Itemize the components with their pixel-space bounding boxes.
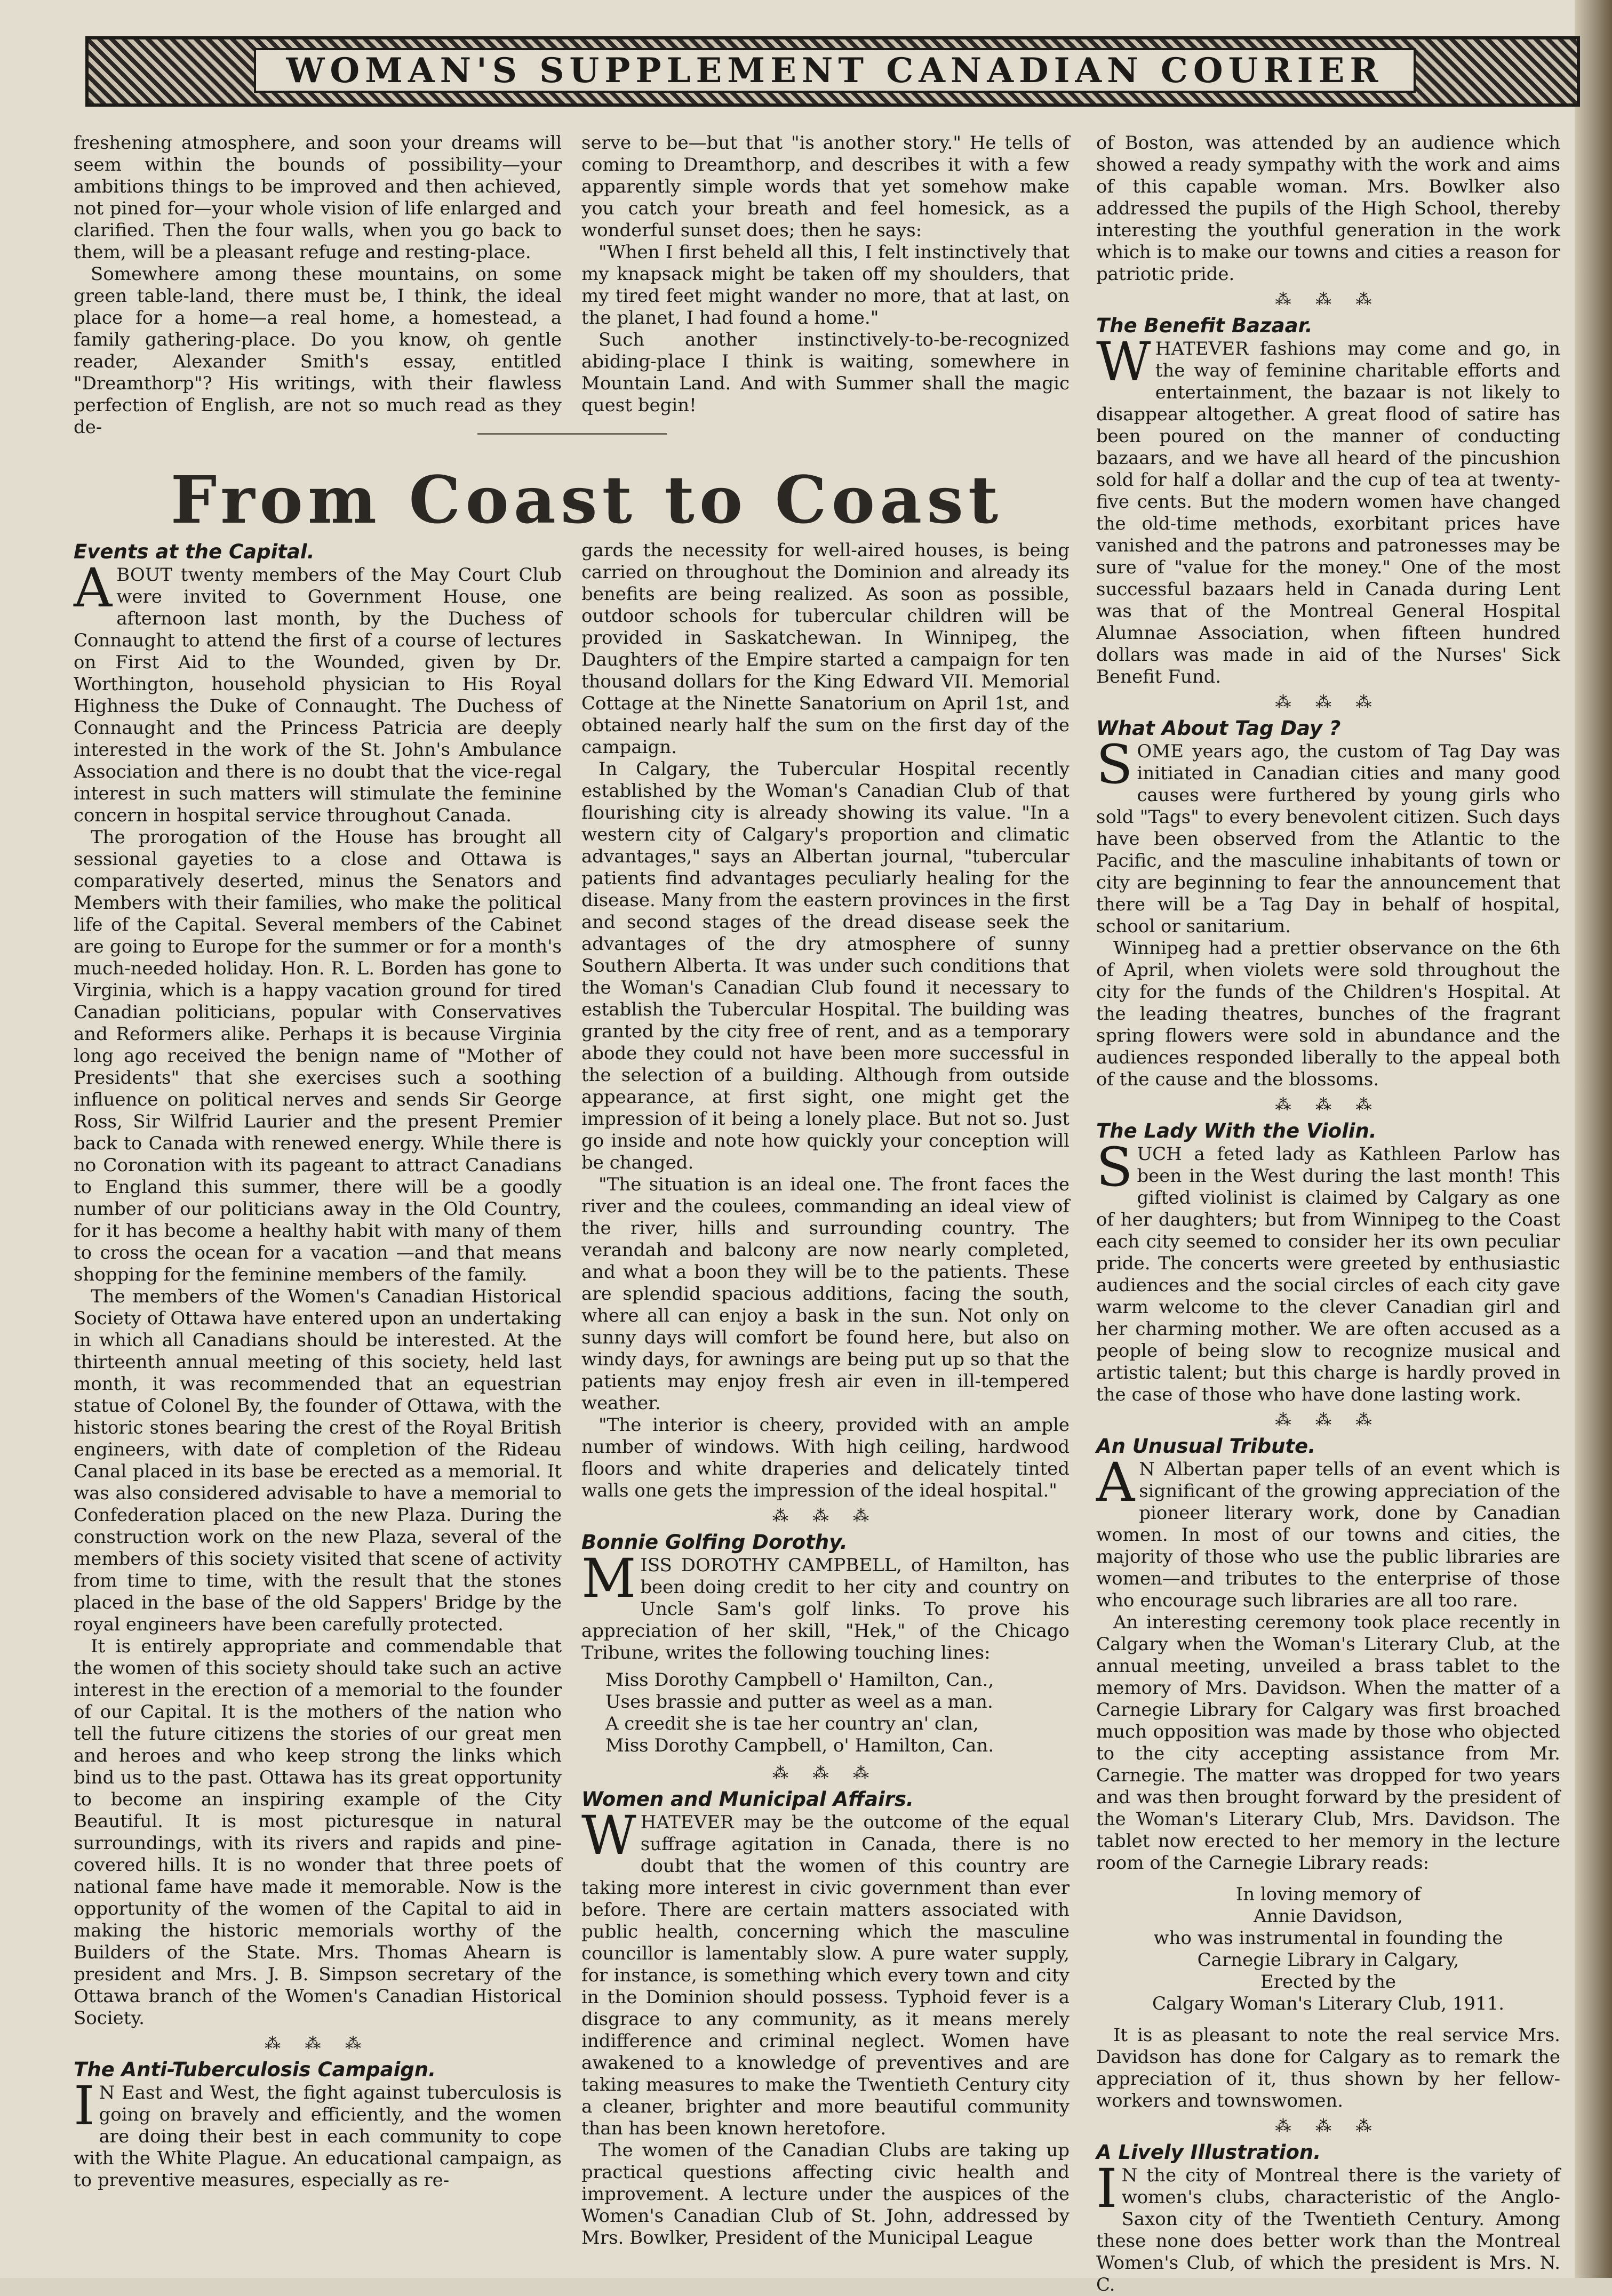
drop-cap: S [1096, 733, 1133, 796]
illustration-para-lead: I N the city of Montreal there is the variety of women's clubs, characteristic of the Anglo-Saxon city of the Twentieth Century. Among these none does better work than the Montreal Women's Club, of which the president is Mrs. N. C. [1096, 2157, 1560, 2295]
masthead-banner [85, 36, 1580, 107]
drop-cap: W [1096, 331, 1151, 393]
drop-cap: S [1096, 1136, 1133, 1198]
tuberculosis-para-lead: I N East and West, the fight against tuberculosis is going on bravely and efficiently, and the women are doing their best in each community to cope with the White Plague. An educational campaign, as to preventive measures, especially as re- [74, 2075, 562, 2191]
heading-municipal: Women and Municipal Affairs. [581, 1788, 914, 1811]
verse-line: Uses brassie and putter as weel as a man. [605, 1691, 993, 1713]
col3-top-para: of Boston, was attended by an audience which showed a ready sympathy with the work and aims of this capable woman. Mrs. Bowlker also addressed the pupils of the High School, thereby interesting the youthful generation in the work which is to make our towns and cities a reason for patriotic pride. [1096, 132, 1560, 285]
inscription-line: In loving memory of [1235, 1884, 1421, 1905]
capital-para: The prorogation of the House has brought all sessional gayeties to a close and Ottawa is comparatively deserted, minus the Senators and Members with their families, who make the political life of the Capital. Several members of the Cabinet are going to Europe for the summer or for a month's much-needed holiday. Hon. R. L. Borden has gone to Virginia, which is a happy vacation ground for tired Canadian politicians, popular with Conservatives and Reformers alike. Perhaps it is because Virginia long ago received the benign name of "Mother of Presidents" that she exercises such a soothing influence on political nerves and sends Sir George Ross, Sir Wilfrid Laurier and the present Premier back to Canada with renewed energy. While there is no Coronation with its pageant to attract Canadians to England this summer, there will be a goodly number of our politicians away in the Old Country, for it has become a healthy habit with many of them to cross the ocean for a vacation —and that means shopping for the feminine members of the family. [74, 827, 562, 1285]
heading-tagday: What About Tag Day ? [1096, 717, 1341, 740]
tuberculosis-para: "The interior is cheery, provided with an ample number of windows. With high ceiling, hardwood floors and white draperies and delicately tinted walls one gets the impression of the ideal hospital." [581, 1414, 1070, 1501]
capital-para: The members of the Women's Canadian Historical Society of Ottawa have entered upon an undertaking in which all Canadians should be interested. At the thirteenth annual meeting of this society, held last month, it was recommended that an equestrian statue of Colonel By, the founder of Ottawa, with the historic stones bearing the crest of the Royal British engineers, with date of completion of the Rideau Canal placed in its base be erected as a memorial. It was also considered advisable to have a memorial to Confederation placed on the new Plaza. During the construction work on the new Plaza, several of the members of this society visited that scene of activity from time to time, with the result that the stones placed in the base of the old Sappers' Bridge by the royal engineers have been carefully protected. [74, 1286, 562, 1635]
tagday-para-lead: SOME years ago, the custom of Tag Day was initiated in Canadian cities and many good causes were furthered by young girls who sold "Tags" to every benevolent citizen. Such days have been observed from the Atlantic to the Pacific, and the masculine inhabitants of town or city are beginning to fear the announcement that there will be a Tag Day in behalf of hospital, school or sanitarium. [1096, 733, 1560, 937]
drop-cap: A [1096, 1451, 1135, 1514]
section-ornament: ⁂ ⁂ ⁂ [1275, 290, 1382, 309]
top-col2-para: serve to be—but that "is another story." He tells of coming to Dreamthorp, and describes it with a few apparently simple words that yet somehow make you catch your breath and feel homesick, as a wonderful sunset does; then he says: [581, 132, 1070, 241]
drop-cap: W [581, 1804, 636, 1867]
top-column-1 [74, 132, 562, 438]
verse-line: Miss Dorothy Campbell o' Hamilton, Can., [605, 1669, 994, 1691]
golfing-para-lead: MISS DOROTHY CAMPBELL, of Hamilton, has been doing credit to her city and country on Uncle Sam's golf links. To prove his appreciation of her skill, "Hek," of the Chicago Tribune, writes the following touching lines: [581, 1547, 1070, 1663]
violin-para-lead: SUCH a feted lady as Kathleen Parlow has been in the West during the last month! This gifted violinist is claimed by Calgary as one of her daughters; but from Winnipeg to the Coast each city seemed to consider her its own peculiar pride. The concerts were greeted by enthusiastic audiences and the social circles of each city gave warm welcome to the clever Canadian girl and her charming mother. We are often accused as a people of being slow to recognize musical and artistic talent; but this charge is hardly proved in the case of those who have done lasting work. [1096, 1136, 1560, 1405]
drop-cap: I [74, 2075, 95, 2137]
tuberculosis-para: "The situation is an ideal one. The front faces the river and the coulees, commanding an ideal view of the river, hills and surrounding country. The verandah and balcony are now nearly completed, and what a boon they will be to the patients. These are splendid spacious additions, facing the south, where all can enjoy a bask in the sun. Not only on sunny days will comfort be found here, but also on windy days, for awnings are being put up so that the patients may enjoy fresh air even in ill-tempered weather. [581, 1174, 1070, 1414]
top-col1-para: freshening atmosphere, and soon your dreams will seem within the bounds of possibility—your ambitions things to be improved and then achieved, not pined for—your whole vision of life enlarged and clarified. Then the four walls, when you go back to them, will be a pleasant refuge and resting-place. [74, 132, 562, 263]
heading-illustration: A Lively Illustration. [1096, 2141, 1321, 2164]
tribute-para: It is as pleasant to note the real service Mrs. Davidson has done for Calgary as to remark the appreciation of it, thus shown by her fellow-workers and townswomen. [1096, 2025, 1560, 2111]
drop-cap: I [1096, 2157, 1118, 2220]
capital-para-lead: ABOUT twenty members of the May Court Club were invited to Government House, one afternoon last month, by the Duchess of Connaught to attend the first of a course of lectures on First Aid to the Wounded, given by Dr. Worthington, household physician to His Royal Highness the Duke of Connaught. The Duchess of Connaught and the Princess Patricia are deeply interested in the work of the St. John's Ambulance Association and there is no doubt that the vice-regal interest in such matters will stimulate the feminine concern in hospital service throughout Canada. [74, 557, 562, 826]
tribute-para-lead: A N Albertan paper tells of an event which is significant of the growing appreciation of the pioneer literary work, done by Canadian women. In most of our towns and cities, the majority of those who use the public libraries are women—and tributes to the enterprise of those who encourage such libraries are all too rare. [1096, 1451, 1560, 1611]
drop-cap: M [581, 1547, 636, 1610]
masthead-plate [254, 48, 1416, 93]
inscription-line: who was instrumental in founding the [1153, 1927, 1503, 1949]
column-3 [1096, 132, 1560, 2296]
inscription-line: Erected by the [1260, 1971, 1396, 1993]
bazaar-para-lead: WHATEVER fashions may come and go, in the way of feminine charitable efforts and entertainment, the bazaar is not likely to disappear altogether. A great flood of satire has been poured on the manner of conducting bazaars, and we have all heard of the pincushion sold for half a dollar and the cup of tea at twenty-five cents. But the modern women have changed the old-time methods, exorbitant prices have vanished and the patrons and patronesses may be sure of "value for the money." One of the most successful bazaars held in Canada during Lent was that of the Montreal General Hospital Alumnae Association, when fifteen hundred dollars was made in aid of the Nurses' Sick Benefit Fund. [1096, 331, 1560, 687]
divider-rule [477, 433, 667, 435]
heading-capital: Events at the Capital. [74, 540, 315, 563]
section-ornament: ⁂ ⁂ ⁂ [1275, 2117, 1382, 2135]
memorial-inscription [1096, 1884, 1560, 2015]
municipal-para: The women of the Canadian Clubs are taking up practical questions affecting civic health and improvement. A lecture under the auspices of the Women's Canadian Club of St. John, addressed by Mrs. Bowlker, President of the Municipal League [581, 2140, 1070, 2249]
drop-cap: A [74, 557, 113, 619]
heading-tuberculosis: The Anti-Tuberculosis Campaign. [74, 2058, 436, 2081]
tuberculosis-para: In Calgary, the Tubercular Hospital recently established by the Woman's Canadian Club of that flourishing city is already showing its value. "In a western city of Calgary's proportion and climatic advantages," says an Albertan journal, "tubercular patients find advantages peculiarly healing for the disease. Many from the eastern provinces in the first and second stages of the dread disease seek the advantages of the dry atmosphere of sunny Southern Alberta. It was under such conditions that the Woman's Canadian Club found it necessary to establish the Tubercular Hospital. The building was granted by the city free of rent, and as a temporary abode they could not have been more successful in the selection of a building. Although from outside appearance, at first sight, one might get the impression of it being a lonely place. But not so. Just go inside and note how quickly your conception will be changed. [581, 758, 1070, 1173]
top-col2-para: Such another instinctively-to-be-recognized abiding-place I think is waiting, somewhere in Mountain Land. And with Summer shall the magic quest begin! [581, 329, 1070, 416]
section-ornament: ⁂ ⁂ ⁂ [264, 2034, 371, 2053]
heading-tribute: An Unusual Tribute. [1096, 1435, 1316, 1458]
top-col2-para: "When I first beheld all this, I felt instinctively that my knapsack might be taken off my shoulders, that my tired feet might wander no more, that at last, on the planet, I had found a home." [581, 242, 1070, 329]
tagday-para: Winnipeg had a prettier observance on the 6th of April, when violets were sold throughout the city for the funds of the Children's Hospital. At the leading theatres, bunches of the fragrant spring flowers were sold in abundance and the audiences responded liberally to the appeal both of the cause and the blossoms. [1096, 938, 1560, 1090]
heading-golfing: Bonnie Golfing Dorothy. [581, 1531, 848, 1554]
column-2 [581, 540, 1070, 2249]
golfing-verse [581, 1669, 1070, 1757]
verse-line: A creedit she is tae her country an' clan, [605, 1713, 979, 1734]
inscription-line: Annie Davidson, [1253, 1906, 1403, 1927]
tuberculosis-para: gards the necessity for well-aired houses, is being carried on throughout the Dominion and already its benefits are being realized. As soon as possible, outdoor schools for tubercular children will be provided in Saskatchewan. In Winnipeg, the Daughters of the Empire started a campaign for ten thousand dollars for the King Edward VII. Memorial Cottage at the Ninette Sanatorium on April 1st, and obtained nearly half the sum on the first day of the campaign. [581, 540, 1070, 758]
heading-violin: The Lady With the Violin. [1096, 1119, 1377, 1142]
heading-bazaar: The Benefit Bazaar. [1096, 314, 1313, 337]
capital-para: It is entirely appropriate and commendable that the women of this society should take such an active interest in the erection of a memorial to the founder of our Capital. It is the mothers of the nation who tell the future citizens the stories of our great men and heroes and who keep strong the links which bind us to the past. Ottawa has its great opportunity to become an inspiring example of the City Beautiful. It is most picturesque in natural surroundings, with its rivers and rapids and pine-covered hills. It is no wonder that three poets of national fame have made it memorable. Now is the opportunity of the women of the Capital to aid in making the historic memorials worthy of the Builders of the State. Mrs. Thomas Ahearn is president and Mrs. J. B. Simpson secretary of the Ottawa branch of the Women's Canadian Historical Society. [74, 1636, 562, 2029]
column-1 [74, 540, 562, 2191]
section-title: From Coast to Coast [170, 461, 1003, 538]
masthead-title: WOMAN'S SUPPLEMENT CANADIAN COURIER [286, 50, 1384, 91]
section-ornament: ⁂ ⁂ ⁂ [1275, 693, 1382, 711]
inscription-line: Calgary Woman's Literary Club, 1911. [1152, 1993, 1505, 2014]
section-ornament: ⁂ ⁂ ⁂ [772, 1764, 879, 1782]
top-col1-para: Somewhere among these mountains, on some green table-land, there must be, I think, the ideal place for a home—a real home, a homestead, a family gathering-place. Do you know, oh gentle reader, Alexander Smith's essay, entitled "Dreamthorp"? His writings, with their flawless perfection of English, are not so much read as they de- [74, 263, 562, 438]
section-ornament: ⁂ ⁂ ⁂ [1275, 1095, 1382, 1114]
inscription-line: Carnegie Library in Calgary, [1197, 1949, 1459, 1971]
municipal-para-lead: WHATEVER may be the outcome of the equal suffrage agitation in Canada, there is no doubt that the women of this country are taking more interest in civic government than ever before. There are certain matters associated with public health, concerning which the masculine councillor is lamentably slow. A pure water supply, for instance, is something which every town and city in the Dominion should possess. Typhoid fever is a disgrace to any community, as it means merely indifference and criminal neglect. Women have awakened to a knowledge of preventives and are taking measures to make the Twentieth Century city a cleaner, brighter and more beautiful community than has been known heretofore. [581, 1804, 1070, 2139]
verse-line: Miss Dorothy Campbell, o' Hamilton, Can. [605, 1735, 994, 1756]
tribute-para: An interesting ceremony took place recently in Calgary when the Woman's Literary Club, at the annual meeting, unveiled a brass tablet to the memory of Mrs. Davidson. When the matter of a Carnegie Library for Calgary was first broached much opposition was made by those who objected to the city accepting assistance from Mr. Carnegie. The matter was dropped for two years and was then brought forward by the president of the Woman's Literary Club, Mrs. Davidson. The tablet now erected to her memory in the lecture room of the Carnegie Library reads: [1096, 1612, 1560, 1874]
page-edge [1575, 0, 1612, 2278]
section-ornament: ⁂ ⁂ ⁂ [772, 1507, 879, 1525]
section-ornament: ⁂ ⁂ ⁂ [1275, 1411, 1382, 1429]
top-column-2 [581, 132, 1070, 417]
